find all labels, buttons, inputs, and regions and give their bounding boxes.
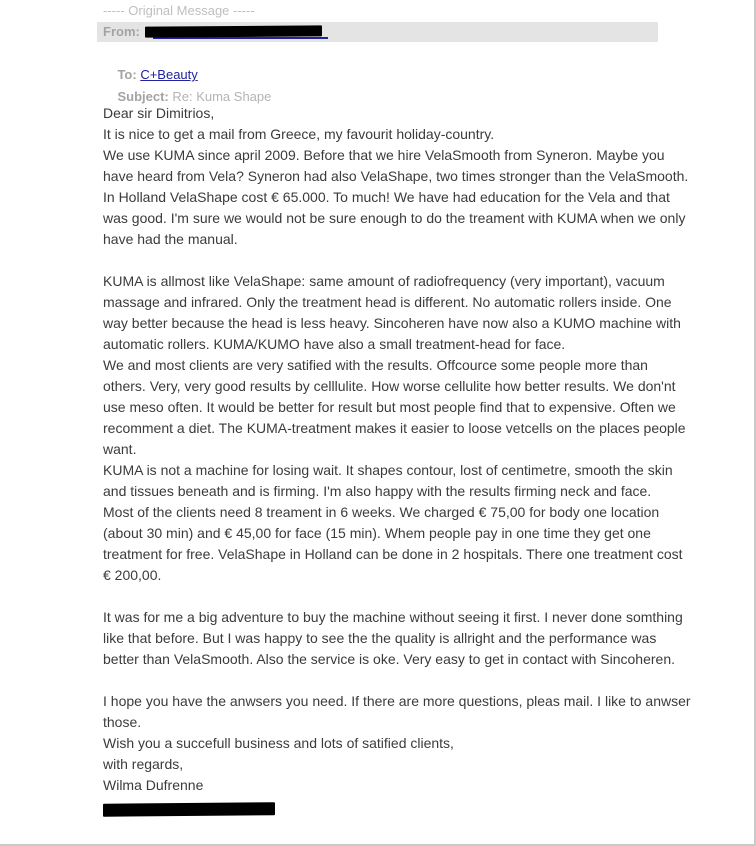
body-line: massage and infrared. Only the treatment head is different. No automatic rollers inside. One [103, 294, 672, 310]
paragraph [103, 607, 754, 670]
body-line: way better because the head is less heavy. Sincoheren have now also a KUMO machine with [103, 315, 681, 331]
to-label: To: [117, 67, 141, 82]
body-line: with regards, [103, 756, 184, 772]
paragraph [103, 103, 754, 250]
redaction-bar-icon [145, 25, 322, 37]
body-line: (about 30 min) and € 45,00 for face (15 min). Whem people pay in one time they get one [103, 525, 651, 541]
body-line: In Holland VelaShape cost € 65.000. To much! We have had education for the Vela and that [103, 189, 670, 205]
email-body [103, 103, 754, 796]
body-line: It is nice to get a mail from Greece, my favourit holiday-country. [103, 126, 495, 142]
original-message-separator: ----- Original Message ----- [103, 3, 255, 18]
body-line: others. Very, very good results by celllulite. How worse cellulite how better results. We don'nt [103, 378, 676, 394]
body-line: use meso often. It would be better for result but most people find that to expensive. Often we [103, 399, 676, 415]
body-line: have had the manual. [103, 231, 238, 247]
body-line: was good. I'm sure we would not be sure enough to do the treament with KUMA when we only [103, 210, 686, 226]
body-line: recomment a diet. The KUMA-treatment makes it easier to loose vetcells on the places people [103, 420, 686, 436]
body-line: We use KUMA since april 2009. Before that we hire VelaSmooth from Syneron. Maybe you [103, 147, 665, 163]
body-line: better than VelaSmooth. Also the service is oke. Very easy to get in contact with Sincoheren. [103, 651, 675, 667]
subject-label: Subject: [117, 89, 173, 104]
from-row [97, 22, 658, 42]
subject-row [103, 67, 754, 104]
body-line: Most of the clients need 8 treament in 6 weeks. We charged € 75,00 for body one location [103, 504, 660, 520]
body-line: KUMA is not a machine for losing wait. It shapes contour, lost of centimetre, smooth the skin [103, 462, 673, 478]
body-line: I hope you have the anwsers you need. If there are more questions, pleas mail. I like to anwser [103, 693, 691, 709]
body-line: like that before. But I was happy to see the the quality is allright and the performance was [103, 630, 657, 646]
paragraph [103, 271, 754, 586]
redacted-signature-company [103, 802, 275, 817]
to-recipient-link[interactable]: C+Beauty [140, 67, 198, 82]
body-line: It was for me a big adventure to buy the machine without seeing it first. I never done somthing [103, 609, 683, 625]
body-line: € 200,00. [103, 567, 162, 583]
body-line: want. [103, 441, 137, 457]
redacted-from-address [145, 26, 325, 38]
body-line: and tissues beneath and is firming. I'm also happy with the results firming neck and face. [103, 483, 652, 499]
body-line: We and most clients are very satified with the results. Offcource some people more than [103, 357, 648, 373]
from-label: From: [103, 24, 140, 39]
subject-value: Re: Kuma Shape [172, 89, 272, 104]
body-line: Wilma Dufrenne [103, 777, 204, 793]
body-line: treatment for free. VelaShape in Holland can be done in 2 hospitals. There one treatment cost [103, 546, 683, 562]
body-line: automatic rollers. KUMA/KUMO have also a small treatment-head for face. [103, 336, 566, 352]
paragraph [103, 691, 754, 796]
body-line: KUMA is allmost like VelaShape: same amount of radiofrequency (very important), vacuum [103, 273, 665, 289]
body-line: Wish you a succefull business and lots of satified clients, [103, 735, 454, 751]
body-line: Dear sir Dimitrios, [103, 105, 215, 121]
to-row [103, 45, 754, 82]
body-line: have heard from Vela? Syneron had also VelaShape, two times stronger than the VelaSmooth. [103, 168, 689, 184]
body-line: those. [103, 714, 142, 730]
